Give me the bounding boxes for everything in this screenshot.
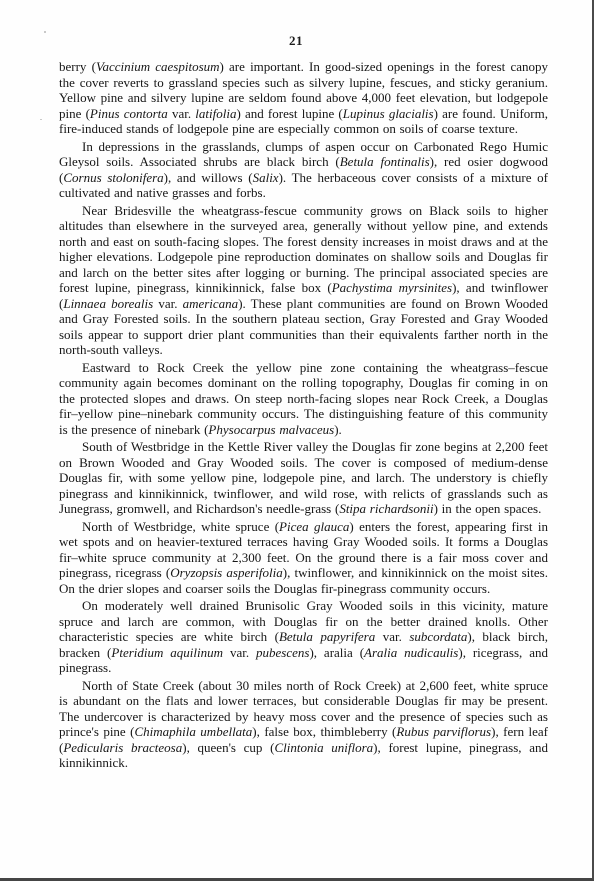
text-run: ), and twinflower ( bbox=[59, 280, 549, 311]
text-run: ), twinflower, and kinnikinnick on the moist sites. On the drier slopes and coarser soils the Douglas fir-pinegrass community occurs. bbox=[59, 565, 548, 596]
text-run: ) and forest lupine ( bbox=[236, 105, 343, 121]
text-run: North of State Creek (about 30 miles north of Rock Creek) at 2,600 feet, white spruce is abundant on the flats and lower terraces, but considerable Douglas fir may be present. The undercover is characterized by heavy moss cover and the presence of species such as prince's pine ( bbox=[59, 677, 548, 739]
text-run: var. bbox=[223, 644, 256, 660]
paragraph bbox=[59, 360, 548, 438]
species-name: Vaccinium caespitosum bbox=[95, 59, 220, 74]
paragraph bbox=[59, 139, 548, 201]
text-run: var. bbox=[375, 629, 410, 644]
species-name: Betula fontinalis bbox=[339, 154, 430, 169]
text-run: ), false box, thimbleberry ( bbox=[252, 724, 397, 739]
species-name: Chimaphila umbellata bbox=[134, 724, 253, 739]
text-run: ). These plant communities are found on Brown Wooded and Gray Forested soils. In the southern plateau section, Gray Forested and Gray Wooded soils appear to support drier plant communities than their equivalents farther north in the north-south valleys. bbox=[59, 295, 548, 357]
text-run: ). The herbaceous cover consists of a mixture of cultivated and native grasses and forbs. bbox=[59, 169, 548, 200]
text-run: ) are found. Uniform, fire-induced stands of lodgepole pine are especially common on soils of coarse texture. bbox=[59, 105, 548, 136]
text-run: berry ( bbox=[59, 59, 96, 74]
species-name: Rubus parviflorus bbox=[396, 724, 492, 739]
species-name: pubescens bbox=[256, 644, 310, 660]
text-run: ), black birch, bracken ( bbox=[59, 629, 548, 660]
species-name: subcordata bbox=[409, 629, 468, 644]
species-name: Clintonia uniflora bbox=[274, 739, 374, 755]
species-name: Cornus stolonifera bbox=[63, 169, 164, 185]
species-name: Aralia nudicaulis bbox=[364, 644, 459, 660]
text-run: ) enters the forest, appearing first in wet spots and on heavier-textured terraces having Gray Wooded soils. It forms a Douglas fir–white spruce community at 2,300 feet. On the ground there is a fair moss cover and pinegrass, ricegrass ( bbox=[59, 518, 548, 580]
species-name: Linnaea borealis bbox=[63, 295, 154, 311]
scan-artifact bbox=[40, 119, 42, 120]
text-run: In depressions in the grasslands, clumps of aspen occur on Carbonated Rego Humic Gleysol soils. Associated shrubs are black birch ( bbox=[59, 138, 548, 169]
paragraph bbox=[59, 519, 548, 597]
text-run: ). bbox=[334, 421, 342, 437]
species-name: Pinus contorta bbox=[89, 105, 168, 121]
text-run: South of Westbridge in the Kettle River valley the Douglas fir zone begins at 2,200 feet on Brown Wooded and Gray Wooded soils. The cover is composed of medium-dense Douglas fir, with some yellow pine, lodgepole pine, and larch. The understory is chiefly pinegrass and kinnikinnick, twinflower, and wild rose, with relicts of grasslands such as Junegrass, gromwell, and Richardson's needle-grass ( bbox=[59, 439, 548, 516]
species-name: Lupinus glacialis bbox=[342, 105, 434, 121]
text-run: var. bbox=[153, 295, 183, 311]
text-run: ) in the open spaces. bbox=[433, 501, 542, 516]
species-name: Pteridium aquilinum bbox=[111, 644, 224, 660]
text-run: ), red osier dogwood ( bbox=[59, 154, 548, 185]
species-name: Stipa richardsonii bbox=[339, 501, 434, 516]
text-run: ), and willows ( bbox=[163, 169, 253, 185]
text-run: ), ricegrass, and pinegrass. bbox=[59, 644, 548, 675]
species-name: Betula papyrifera bbox=[278, 629, 376, 644]
text-run: Eastward to Rock Creek the yellow pine zone containing the wheatgrass–fescue community again becomes dominant on the rolling topography, Douglas fir coming in on the protected slopes and draws. On steep north-facing slopes near Rock Creek, a Douglas fir–yellow pine–ninebark community occurs. The distinguishing feature of this community is the presence of ninebark ( bbox=[59, 359, 548, 437]
text-run: ) are important. In good-sized openings in the forest canopy the cover reverts to grassland species such as silvery lupine, fescues, and sticky geranium. Yellow pine and silvery lupine are seldom found above 4,000 feet elevation, but lodgepole pine ( bbox=[59, 59, 549, 121]
paragraph bbox=[59, 678, 548, 771]
text-run: North of Westbridge, white spruce ( bbox=[82, 518, 280, 534]
text-run: ), fern leaf ( bbox=[59, 724, 548, 755]
species-name: Pedicularis bracteosa bbox=[63, 739, 183, 755]
text-run: ), forest lupine, pinegrass, and kinnikinnick. bbox=[59, 739, 548, 770]
paragraph bbox=[59, 203, 548, 358]
species-name: latifolia bbox=[195, 105, 237, 121]
text-run: var. bbox=[167, 105, 196, 121]
species-name: Pachystima myrsinites bbox=[331, 280, 453, 295]
text-run: ), aralia ( bbox=[309, 644, 365, 660]
species-name: Oryzopsis asperifolia bbox=[170, 565, 283, 580]
page-body bbox=[59, 59, 548, 773]
paragraph bbox=[59, 598, 548, 676]
text-run: ), queen's cup ( bbox=[182, 739, 275, 755]
species-name: americana bbox=[182, 295, 239, 311]
text-run: Near Bridesville the wheatgrass-fescue community grows on Black soils to higher altitudes than elsewhere in the surveyed area, generally without yellow pine, and extends north and east on south-facing slopes. The forest density increases in moist draws and at the higher elevations. Lodgepole pine reproduction dominates on shallow soils and Douglas fir and larch on the better sites after logging or burning. The principal associated species are forest lupine, pinegrass, kinnikinnick, false box ( bbox=[59, 202, 548, 295]
species-name: Physocarpus malvaceus bbox=[208, 421, 335, 437]
species-name: Salix bbox=[252, 169, 279, 185]
page-number: 21 bbox=[289, 33, 303, 48]
paragraph bbox=[59, 59, 548, 137]
text-run: On moderately well drained Brunisolic Gray Wooded soils in this vicinity, mature spruce and larch are common, with Douglas fir on the better drained knolls. Other characteristic species are white birch ( bbox=[59, 598, 548, 644]
species-name: Picea glauca bbox=[279, 518, 350, 534]
paragraph bbox=[59, 439, 548, 517]
